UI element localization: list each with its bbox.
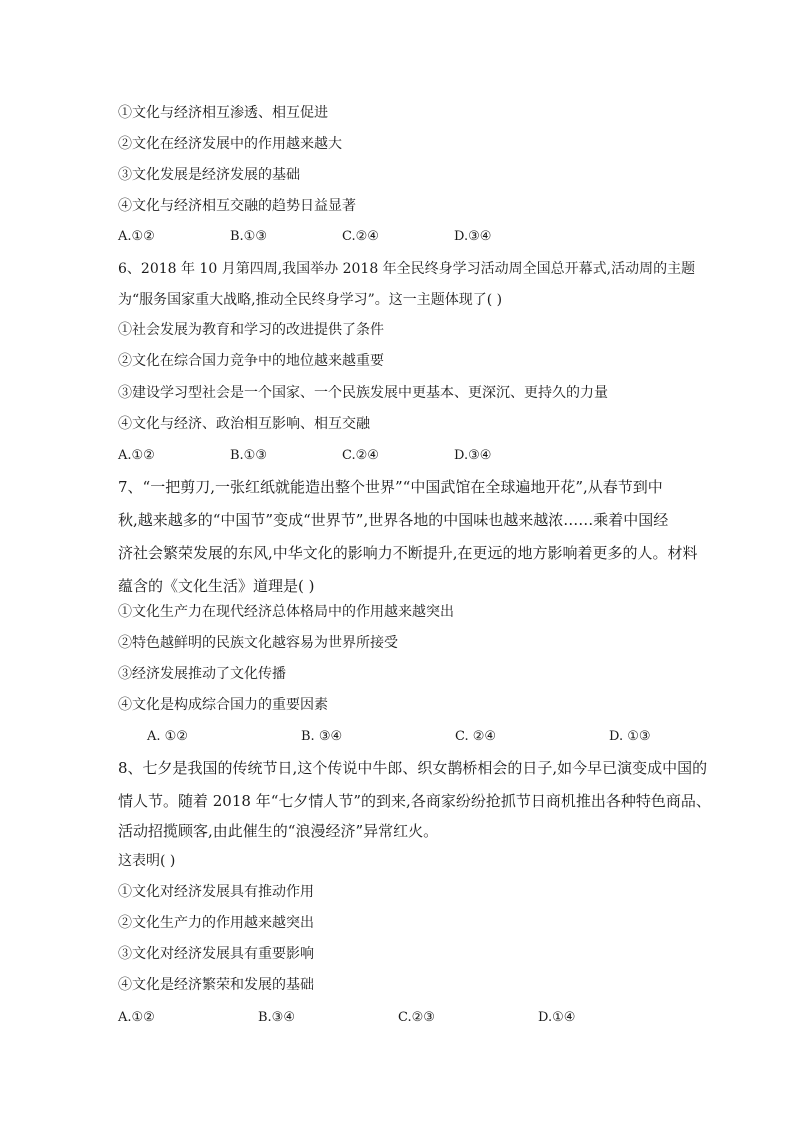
- q7-stem-line-1: 7、“一把剪刀,一张红纸就能造出整个世界”“中国武馆在全球遍地开花”,从春节到中: [118, 478, 663, 496]
- q6-statement-1: ①社会发展为教育和学习的改进提供了条件: [118, 322, 384, 338]
- q7-option-b: B. ③④: [301, 729, 343, 744]
- q7-option-d: D. ①③: [609, 729, 651, 744]
- q8-option-d: D.①④: [538, 1010, 576, 1025]
- q5-option-d: D.③④: [454, 229, 492, 244]
- q6-statement-4: ④文化与经济、政治相互影响、相互交融: [118, 416, 370, 432]
- q7-statement-1: ①文化生产力在现代经济总体格局中的作用越来越突出: [118, 604, 454, 620]
- q6-statement-3: ③建设学习型社会是一个国家、一个民族发展中更基本、更深沉、更持久的力量: [118, 385, 608, 401]
- q6-option-d: D.③④: [454, 448, 492, 463]
- q7-option-a: A. ①②: [147, 729, 188, 744]
- q7-statement-3: ③经济发展推动了文化传播: [118, 666, 286, 682]
- q5-option-b: B.①③: [230, 229, 267, 244]
- q5-statement-2: ②文化在经济发展中的作用越来越大: [118, 136, 342, 152]
- q7-statement-2: ②特色越鲜明的民族文化越容易为世界所接受: [118, 635, 398, 651]
- q6-stem-line-1: 6、2018 年 10 月第四周,我国举办 2018 年全民终身学习活动周全国总开幕式,活动周的主题: [118, 261, 696, 277]
- q8-option-b: B.③④: [258, 1010, 295, 1025]
- q5-statement-4: ④文化与经济相互交融的趋势日益显著: [118, 198, 356, 214]
- q8-option-a: A.①②: [118, 1010, 155, 1025]
- q8-statement-2: ②文化生产力的作用越来越突出: [118, 915, 314, 931]
- q8-statement-3: ③文化对经济发展具有重要影响: [118, 946, 314, 962]
- q8-stem-line-2: 情人节。随着 2018 年“七夕情人节”的到来,各商家纷纷抢抓节日商机推出各种特色商品、: [118, 792, 711, 810]
- q6-statement-2: ②文化在综合国力竞争中的地位越来越重要: [118, 353, 384, 369]
- q7-statement-4: ④文化是构成综合国力的重要因素: [118, 697, 328, 713]
- q6-option-b: B.①③: [230, 448, 267, 463]
- q5-option-a: A.①②: [118, 229, 155, 244]
- q8-stem-line-3: 活动招揽顾客,由此催生的“浪漫经济”异常红火。: [118, 822, 439, 840]
- q8-statement-1: ①文化对经济发展具有推动作用: [118, 884, 314, 900]
- q8-option-c: C.②③: [398, 1010, 435, 1025]
- q5-statement-3: ③文化发展是经济发展的基础: [118, 167, 300, 183]
- q8-stem-line-4: 这表明( ): [118, 853, 176, 869]
- q7-option-c: C. ②④: [455, 729, 497, 744]
- q7-stem-line-4: 蕴含的《文化生活》道理是( ): [118, 577, 315, 595]
- q5-statement-1: ①文化与经济相互渗透、相互促进: [118, 105, 328, 121]
- q6-stem-line-2: 为“服务国家重大战略,推动全民终身学习”。这一主题体现了( ): [118, 292, 503, 308]
- q8-stem-line-1: 8、七夕是我国的传统节日,这个传说中牛郎、织女鹊桥相会的日子,如今早已演变成中国的: [118, 759, 708, 777]
- q5-option-c: C.②④: [342, 229, 379, 244]
- q6-option-a: A.①②: [118, 448, 155, 463]
- q7-stem-line-3: 济社会繁荣发展的东风,中华文化的影响力不断提升,在更远的地方影响着更多的人。材料: [118, 544, 698, 562]
- q7-stem-line-2: 秋,越来越多的“中国节”变成“世界节”,世界各地的中国味也越来越浓……乘着中国经: [118, 511, 669, 529]
- q6-option-c: C.②④: [342, 448, 379, 463]
- q8-statement-4: ④文化是经济繁荣和发展的基础: [118, 977, 314, 993]
